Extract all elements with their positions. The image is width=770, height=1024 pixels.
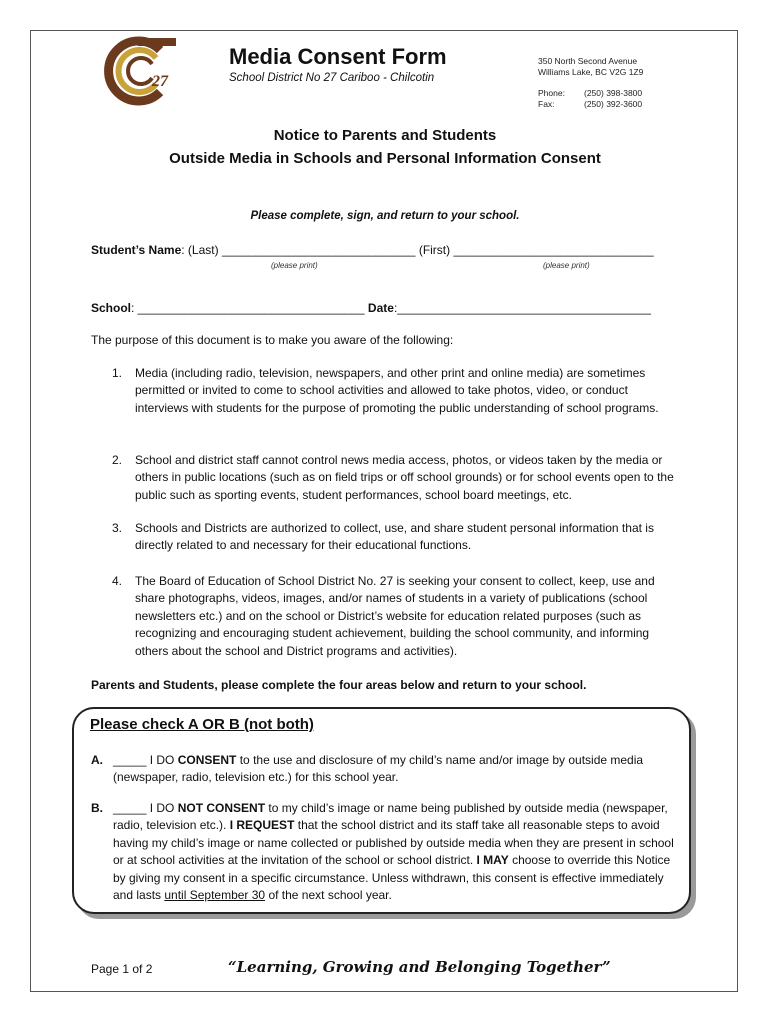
option-b bbox=[91, 800, 683, 904]
district-name: School District No 27 Cariboo - Chilcotin bbox=[229, 72, 435, 84]
fax-number: (250) 392-3600 bbox=[584, 99, 643, 109]
logo-number: 27 bbox=[152, 73, 168, 90]
option-b-mid2: that the school district and its staff take all reasonable steps to avoid having my child’s image or name collected or published by outside media when they are present in school or at school activities at the invitation of the school or school district. bbox=[113, 818, 674, 868]
first-name-label: (First) bbox=[415, 243, 454, 257]
list-item-4 bbox=[112, 573, 684, 660]
student-name-label: Student’s Name bbox=[91, 243, 182, 257]
instruction-text: Please complete, sign, and return to your school. bbox=[250, 210, 520, 222]
district-logo bbox=[98, 36, 178, 106]
option-a-pre: I DO bbox=[146, 753, 178, 767]
list-item-1 bbox=[112, 365, 684, 417]
school-label: School bbox=[91, 301, 132, 315]
phone-row bbox=[538, 88, 642, 99]
list-number: 2. bbox=[112, 453, 123, 467]
option-b-pre: I DO bbox=[146, 801, 178, 815]
notice-heading-2: Outside Media in Schools and Personal Information Consent bbox=[169, 150, 601, 167]
option-b-not-consent: NOT CONSENT bbox=[177, 801, 266, 815]
notice-heading-1: Notice to Parents and Students bbox=[273, 127, 497, 144]
footer-motto: “Learning, Growing and Belonging Together” bbox=[228, 958, 611, 976]
list-number: 3. bbox=[112, 521, 123, 535]
date-field[interactable]: :______________________________________ bbox=[393, 301, 651, 315]
option-a-label: A. bbox=[91, 753, 103, 767]
option-b-mid3: choose to override this Notice by giving my consent in a specific circumstance. Unless withdrawn, this consent is effective immediately and lasts bbox=[113, 853, 671, 903]
option-a-rest: to the use and disclosure of my child’s name and/or image by outside media (newspaper, radio, television etc.) for this school year. bbox=[113, 753, 644, 785]
option-b-deadline: until September 30 bbox=[164, 888, 266, 903]
last-name-field[interactable]: _____________________________ bbox=[221, 243, 416, 257]
list-number: 1. bbox=[112, 366, 123, 380]
option-a-consent: CONSENT bbox=[177, 753, 237, 767]
form-title: Media Consent Form bbox=[229, 44, 447, 69]
list-number: 4. bbox=[112, 574, 123, 588]
phone-label: Phone: bbox=[538, 88, 565, 98]
please-print-hint-last: (please print) bbox=[271, 261, 318, 270]
option-b-text bbox=[113, 800, 683, 904]
option-b-checkbox[interactable]: _____ bbox=[113, 801, 147, 815]
list-text: Media (including radio, television, newspapers, and other print and online media) are sometimes permitted or invited to come to school activities and allowed to take photos, video, or conduct interviews with students for the purpose of promoting the public understanding of school programs. bbox=[135, 366, 659, 415]
option-a bbox=[91, 752, 683, 787]
last-name-label: : (Last) bbox=[181, 243, 222, 257]
please-print-hint-first: (please print) bbox=[543, 261, 590, 270]
option-b-request: I REQUEST bbox=[229, 818, 295, 833]
date-label: Date bbox=[364, 301, 394, 315]
option-a-text bbox=[113, 752, 683, 787]
option-b-may: I MAY bbox=[476, 853, 509, 868]
consent-box-heading: Please check A OR B (not both) bbox=[90, 716, 314, 733]
option-b-end: of the next school year. bbox=[265, 888, 392, 903]
phone-number: (250) 398-3800 bbox=[584, 88, 643, 98]
first-name-field[interactable]: ______________________________ bbox=[453, 243, 654, 257]
list-text: Schools and Districts are authorized to collect, use, and share student personal information that is directly related to and necessary for their educational functions. bbox=[135, 521, 654, 553]
option-a-checkbox[interactable]: _____ bbox=[113, 753, 147, 767]
address-line-1: 350 North Second Avenue bbox=[538, 56, 638, 66]
contact-block bbox=[538, 88, 642, 110]
fax-row bbox=[538, 99, 642, 110]
address-line-2: Williams Lake, BC V2G 1Z9 bbox=[538, 67, 644, 77]
purpose-text: The purpose of this document is to make you aware of the following: bbox=[91, 333, 454, 347]
list-text: School and district staff cannot control news media access, photos, or videos taken by the media or others in public locations (such as on field trips or off school grounds) or for school events open to the public such as sporting events, student performances, school board meetings, etc. bbox=[135, 453, 674, 502]
school-date-row bbox=[91, 301, 651, 315]
fax-label: Fax: bbox=[538, 99, 555, 109]
complete-note: Parents and Students, please complete the four areas below and return to your school. bbox=[91, 678, 587, 692]
option-b-mid1: to my child’s image or name being published by outside media (newspaper, radio, television etc.). bbox=[113, 801, 668, 833]
list-text: The Board of Education of School District No. 27 is seeking your consent to collect, keep, use and share photographs, videos, images, and/or names of students in a variety of publications (school newsletters etc.) and on the school or District’s website for education related purposes (such as recognizing and encouraging student achievement, building the school community, and informing others about the school and District programs and activities). bbox=[135, 574, 655, 658]
logo-middle-ring bbox=[119, 50, 156, 92]
student-name-row bbox=[91, 243, 654, 257]
school-field[interactable]: : __________________________________ bbox=[131, 301, 365, 315]
list-item-2 bbox=[112, 452, 684, 504]
logo-inner-ring bbox=[128, 58, 152, 84]
page-number: Page 1 of 2 bbox=[91, 962, 153, 976]
address-block bbox=[538, 56, 643, 78]
list-item-3 bbox=[112, 520, 684, 555]
option-b-label: B. bbox=[91, 801, 103, 815]
